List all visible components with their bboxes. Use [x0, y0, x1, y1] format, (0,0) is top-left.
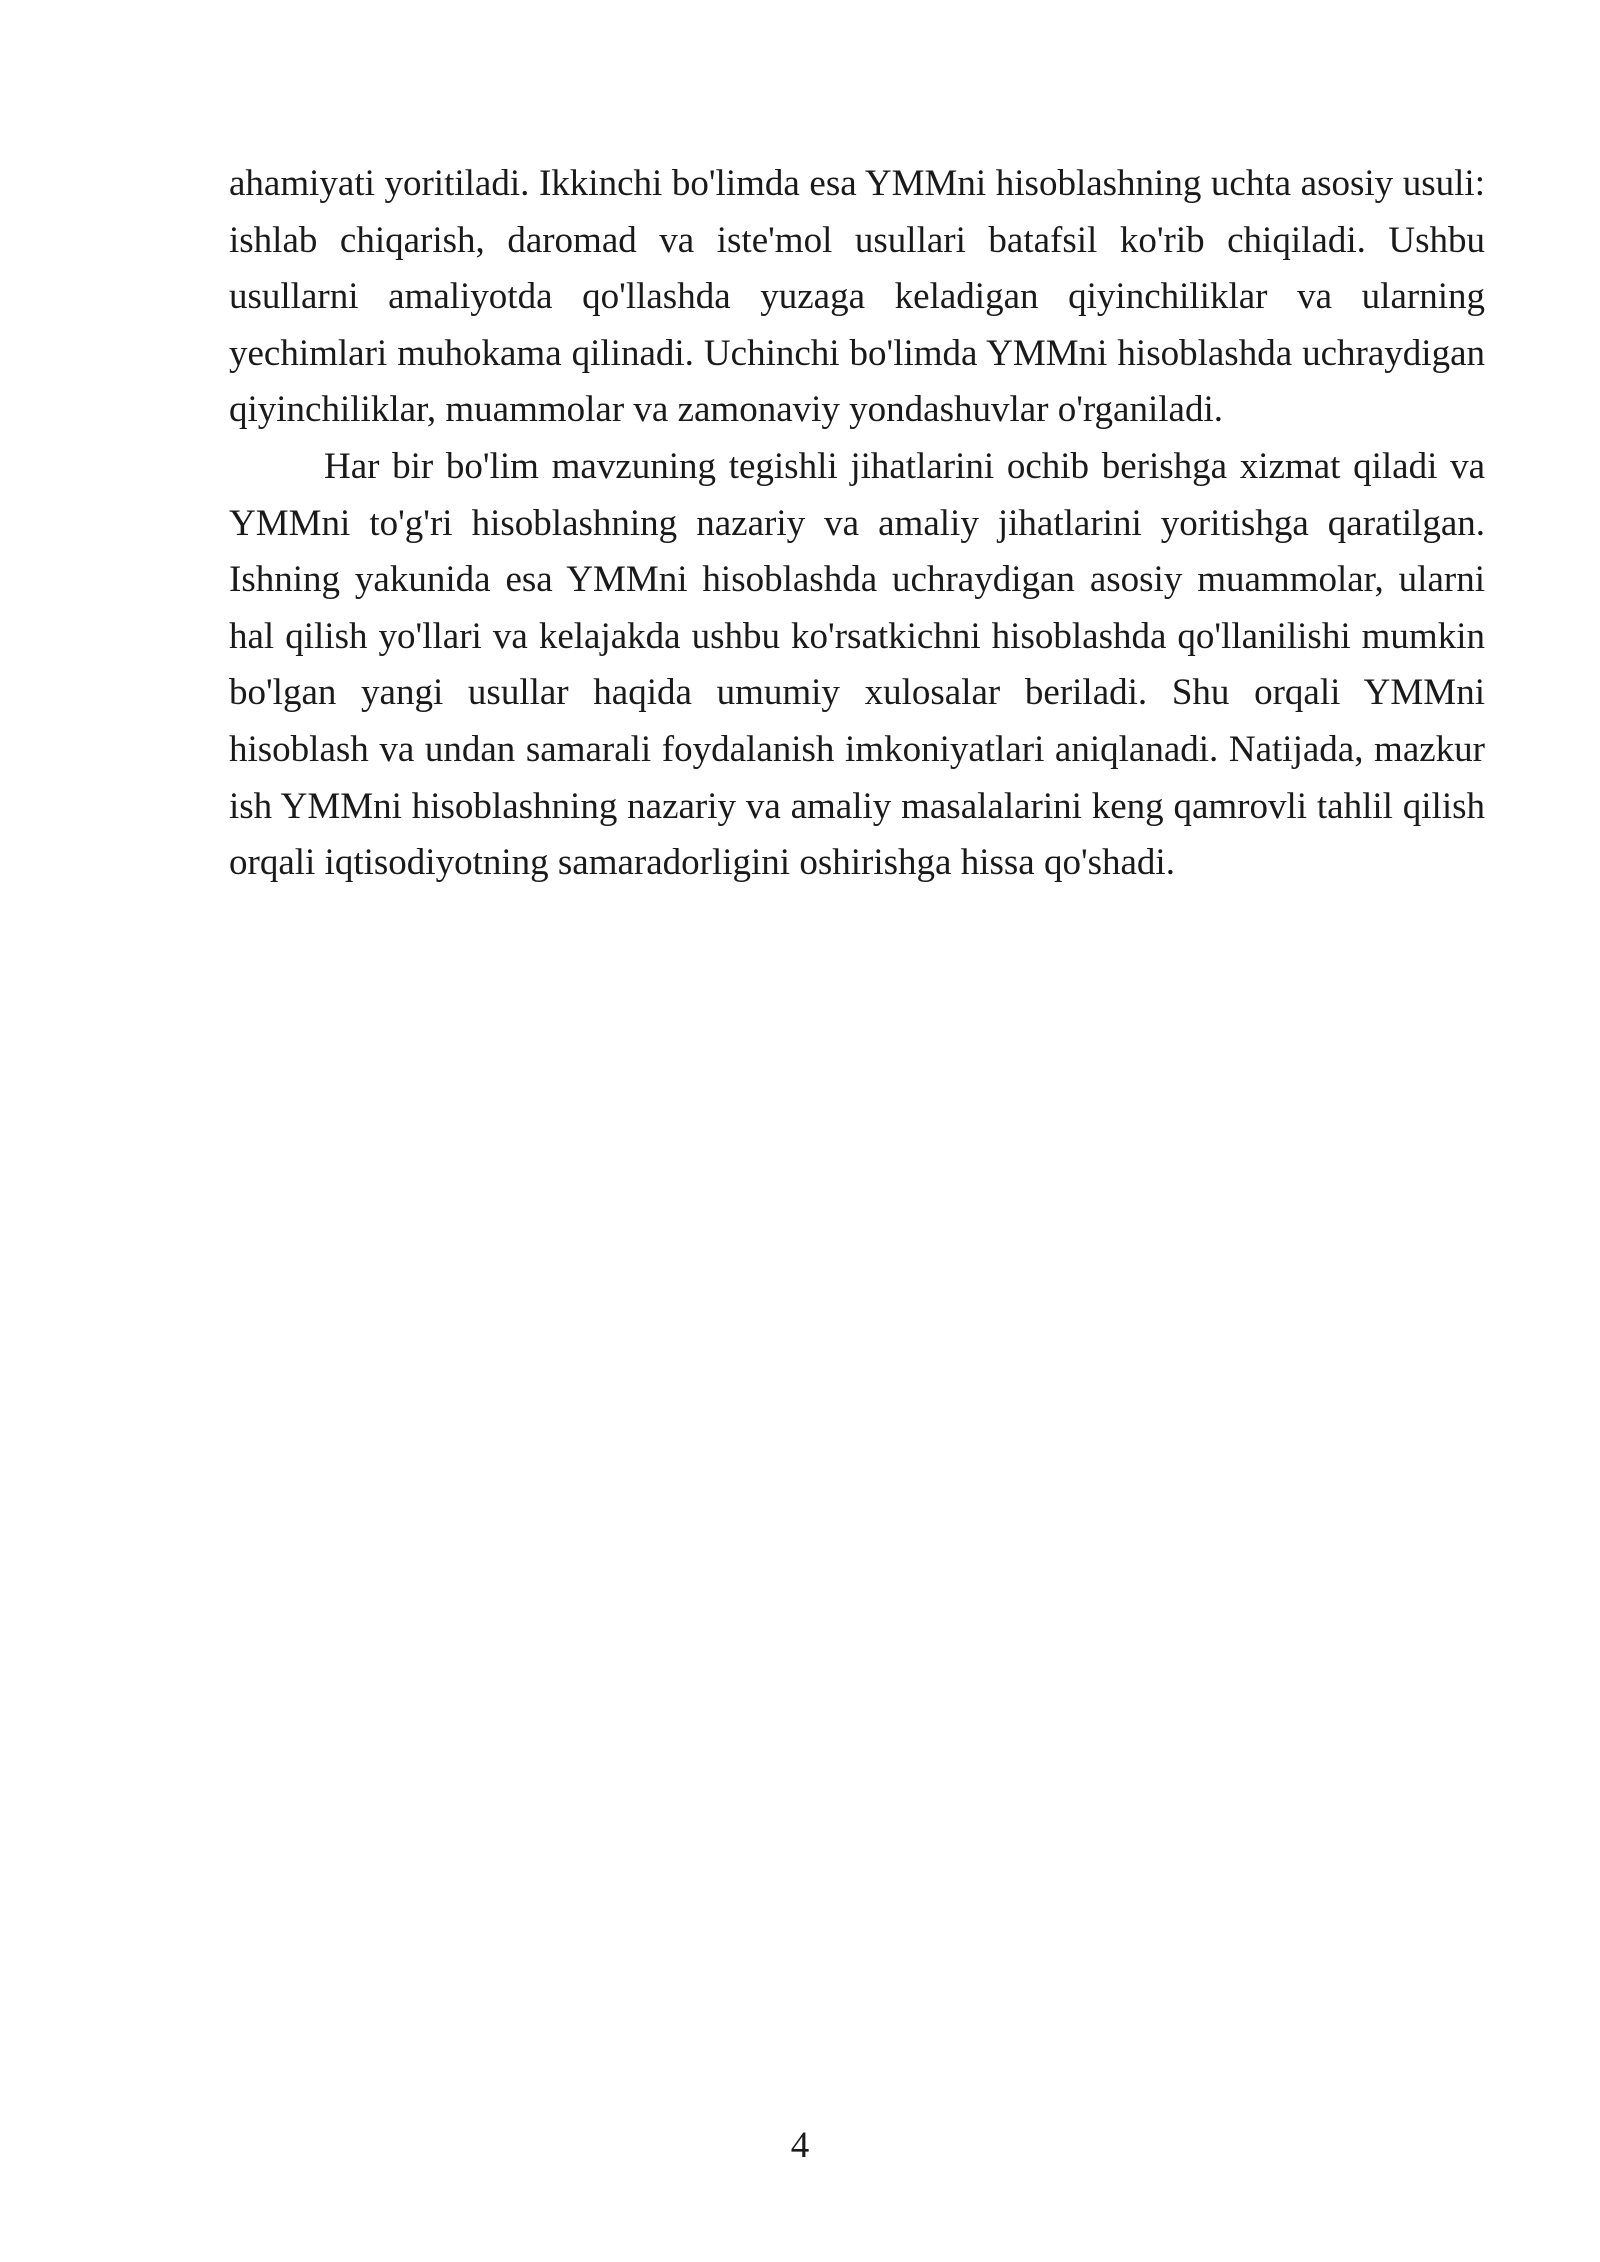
- paragraph: Har bir bo'lim mavzuning tegishli jihatlarini ochib berishga xizmat qiladi va YMMni to'g'ri hisoblashning nazariy va amaliy jihatlarini yoritishga qaratilgan. Ishning yakunida esa YMMni hisoblashda uchraydigan asosiy muammolar, ularni hal qilish yo'llari va kelajakda ushbu ko'rsatkichni hisoblashda qo'llanilishi mumkin bo'lgan yangi usullar haqida umumiy xulosalar beriladi. Shu orqali YMMni hisoblash va undan samarali foydalanish imkoniyatlari aniqlanadi. Natijada, mazkur ish YMMni hisoblashning nazariy va amaliy masalalarini keng qamrovli tahlil qilish orqali iqtisodiyotning samaradorligini oshirishga hissa qo'shadi.: [229, 445, 1485, 884]
- body-text: [229, 156, 1485, 892]
- page-number: 4: [790, 2125, 810, 2166]
- paragraph-continued: ahamiyati yoritiladi. Ikkinchi bo'limda esa YMMni hisoblashning uchta asosiy usuli: ishlab chiqarish, daromad va iste'mol usullari batafsil ko'rib chiqiladi. Ushbu usullarni amaliyotda qo'llashda yuzaga keladigan qiyinchiliklar va ularning yechimlari muhokama qilinadi. Uchinchi bo'limda YMMni hisoblashda uchraydigan qiyinchiliklar, muammolar va zamonaviy yondashuvlar o'rganiladi.: [229, 163, 1485, 431]
